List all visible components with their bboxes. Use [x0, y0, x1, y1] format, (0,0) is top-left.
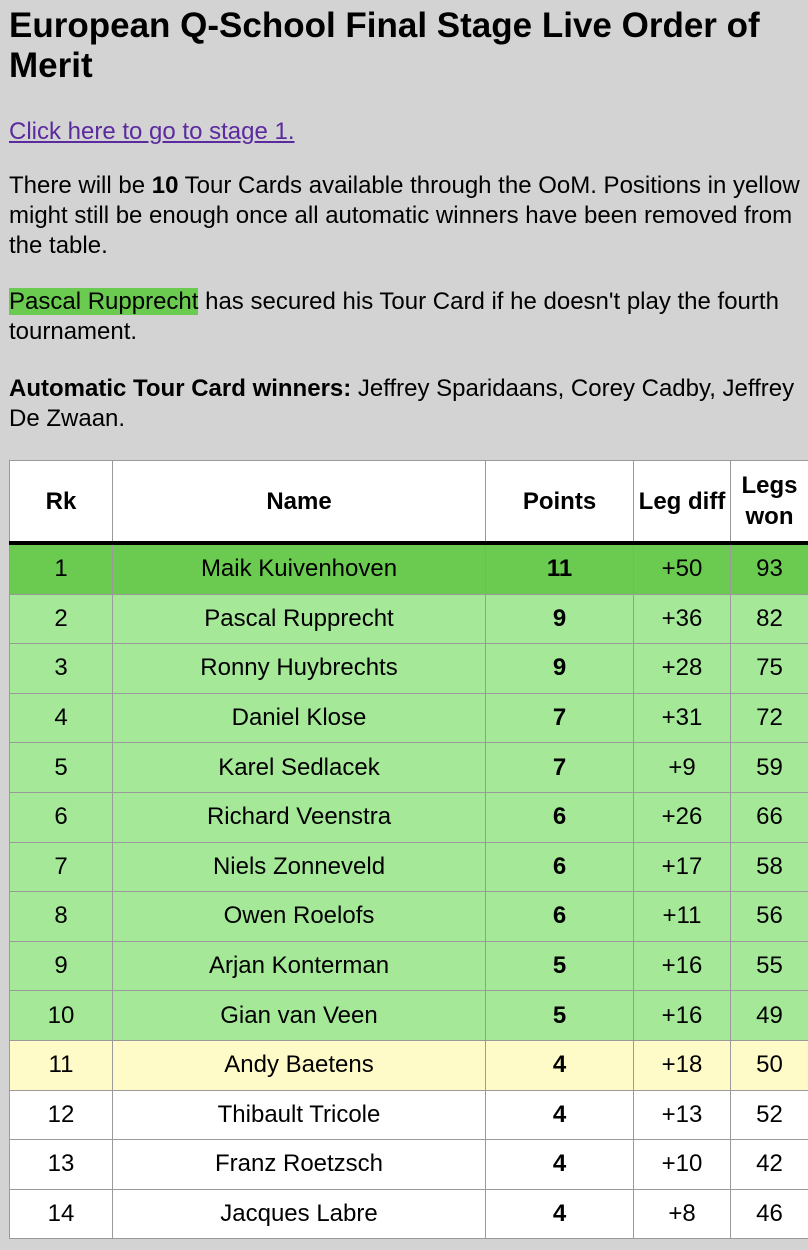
leg-diff-cell: +16 [634, 941, 731, 991]
player-name-cell: Thibault Tricole [113, 1090, 486, 1140]
page [0, 6, 808, 1239]
secured-player-highlight: Pascal Rupprecht [9, 288, 198, 315]
legs-won-cell: 42 [731, 1140, 808, 1190]
table-row [10, 743, 808, 793]
legs-won-cell: 93 [731, 543, 808, 594]
player-name-cell: Richard Veenstra [113, 792, 486, 842]
header-legs-won: Legs won [731, 461, 808, 544]
points-cell: 4 [486, 1140, 634, 1190]
points-cell: 5 [486, 991, 634, 1041]
rank-cell: 8 [10, 892, 113, 942]
legs-won-cell: 46 [731, 1189, 808, 1239]
rank-cell: 14 [10, 1189, 113, 1239]
info-text-a: There will be [9, 172, 152, 199]
page-title: European Q-School Final Stage Live Order of Merit [9, 6, 808, 86]
rank-cell: 10 [10, 991, 113, 1041]
points-cell: 5 [486, 941, 634, 991]
leg-diff-cell: +8 [634, 1189, 731, 1239]
automatic-winners-paragraph [9, 374, 808, 434]
player-name-cell: Gian van Veen [113, 991, 486, 1041]
player-name-cell: Arjan Konterman [113, 941, 486, 991]
legs-won-cell: 72 [731, 693, 808, 743]
player-name-cell: Karel Sedlacek [113, 743, 486, 793]
leg-diff-cell: +28 [634, 644, 731, 694]
points-cell: 7 [486, 743, 634, 793]
player-name-cell: Franz Roetzsch [113, 1140, 486, 1190]
legs-won-cell: 56 [731, 892, 808, 942]
rank-cell: 2 [10, 594, 113, 644]
stage-1-link[interactable]: Click here to go to stage 1. [9, 118, 295, 146]
points-cell: 6 [486, 792, 634, 842]
order-of-merit-table [9, 460, 808, 1239]
table-row [10, 644, 808, 694]
table-row [10, 1090, 808, 1140]
table-row [10, 892, 808, 942]
legs-won-cell: 82 [731, 594, 808, 644]
header-leg-diff: Leg diff [634, 461, 731, 544]
table-row [10, 543, 808, 594]
table-row [10, 1189, 808, 1239]
points-cell: 9 [486, 644, 634, 694]
legs-won-cell: 66 [731, 792, 808, 842]
tour-cards-count: 10 [152, 172, 179, 199]
rank-cell: 11 [10, 1040, 113, 1090]
table-row [10, 941, 808, 991]
table-row [10, 693, 808, 743]
player-name-cell: Owen Roelofs [113, 892, 486, 942]
points-cell: 4 [486, 1040, 634, 1090]
points-cell: 9 [486, 594, 634, 644]
table-body [10, 543, 808, 1239]
leg-diff-cell: +17 [634, 842, 731, 892]
points-cell: 7 [486, 693, 634, 743]
leg-diff-cell: +10 [634, 1140, 731, 1190]
table-row [10, 1040, 808, 1090]
rank-cell: 3 [10, 644, 113, 694]
player-name-cell: Pascal Rupprecht [113, 594, 486, 644]
leg-diff-cell: +9 [634, 743, 731, 793]
rank-cell: 7 [10, 842, 113, 892]
leg-diff-cell: +18 [634, 1040, 731, 1090]
rank-cell: 13 [10, 1140, 113, 1190]
points-cell: 6 [486, 892, 634, 942]
leg-diff-cell: +36 [634, 594, 731, 644]
leg-diff-cell: +26 [634, 792, 731, 842]
player-name-cell: Ronny Huybrechts [113, 644, 486, 694]
rank-cell: 12 [10, 1090, 113, 1140]
legs-won-cell: 75 [731, 644, 808, 694]
player-name-cell: Andy Baetens [113, 1040, 486, 1090]
secured-paragraph [9, 287, 808, 347]
rank-cell: 9 [10, 941, 113, 991]
info-text-b: Tour Cards available through the OoM. Positions in yellow might still be enough once all automatic winners have been removed from the table. [9, 172, 800, 259]
rank-cell: 5 [10, 743, 113, 793]
table-row [10, 991, 808, 1041]
leg-diff-cell: +50 [634, 543, 731, 594]
secured-text: has secured his Tour Card if he doesn't play the fourth tournament. [9, 288, 779, 345]
header-rank: Rk [10, 461, 113, 544]
automatic-winners-names: Jeffrey Sparidaans, Corey Cadby, Jeffrey De Zwaan. [9, 375, 794, 432]
points-cell: 4 [486, 1090, 634, 1140]
rank-cell: 4 [10, 693, 113, 743]
automatic-winners-label: Automatic Tour Card winners: [9, 375, 351, 402]
legs-won-cell: 55 [731, 941, 808, 991]
table-header-row [10, 461, 808, 544]
leg-diff-cell: +31 [634, 693, 731, 743]
legs-won-cell: 52 [731, 1090, 808, 1140]
table-row [10, 792, 808, 842]
player-name-cell: Daniel Klose [113, 693, 486, 743]
player-name-cell: Niels Zonneveld [113, 842, 486, 892]
header-name: Name [113, 461, 486, 544]
legs-won-cell: 50 [731, 1040, 808, 1090]
table-row [10, 594, 808, 644]
table-row [10, 1140, 808, 1190]
leg-diff-cell: +16 [634, 991, 731, 1041]
leg-diff-cell: +11 [634, 892, 731, 942]
legs-won-cell: 49 [731, 991, 808, 1041]
table-row [10, 842, 808, 892]
header-points: Points [486, 461, 634, 544]
points-cell: 6 [486, 842, 634, 892]
info-paragraph [9, 171, 808, 261]
rank-cell: 6 [10, 792, 113, 842]
points-cell: 11 [486, 543, 634, 594]
leg-diff-cell: +13 [634, 1090, 731, 1140]
points-cell: 4 [486, 1189, 634, 1239]
legs-won-cell: 59 [731, 743, 808, 793]
player-name-cell: Jacques Labre [113, 1189, 486, 1239]
rank-cell: 1 [10, 543, 113, 594]
legs-won-cell: 58 [731, 842, 808, 892]
player-name-cell: Maik Kuivenhoven [113, 543, 486, 594]
